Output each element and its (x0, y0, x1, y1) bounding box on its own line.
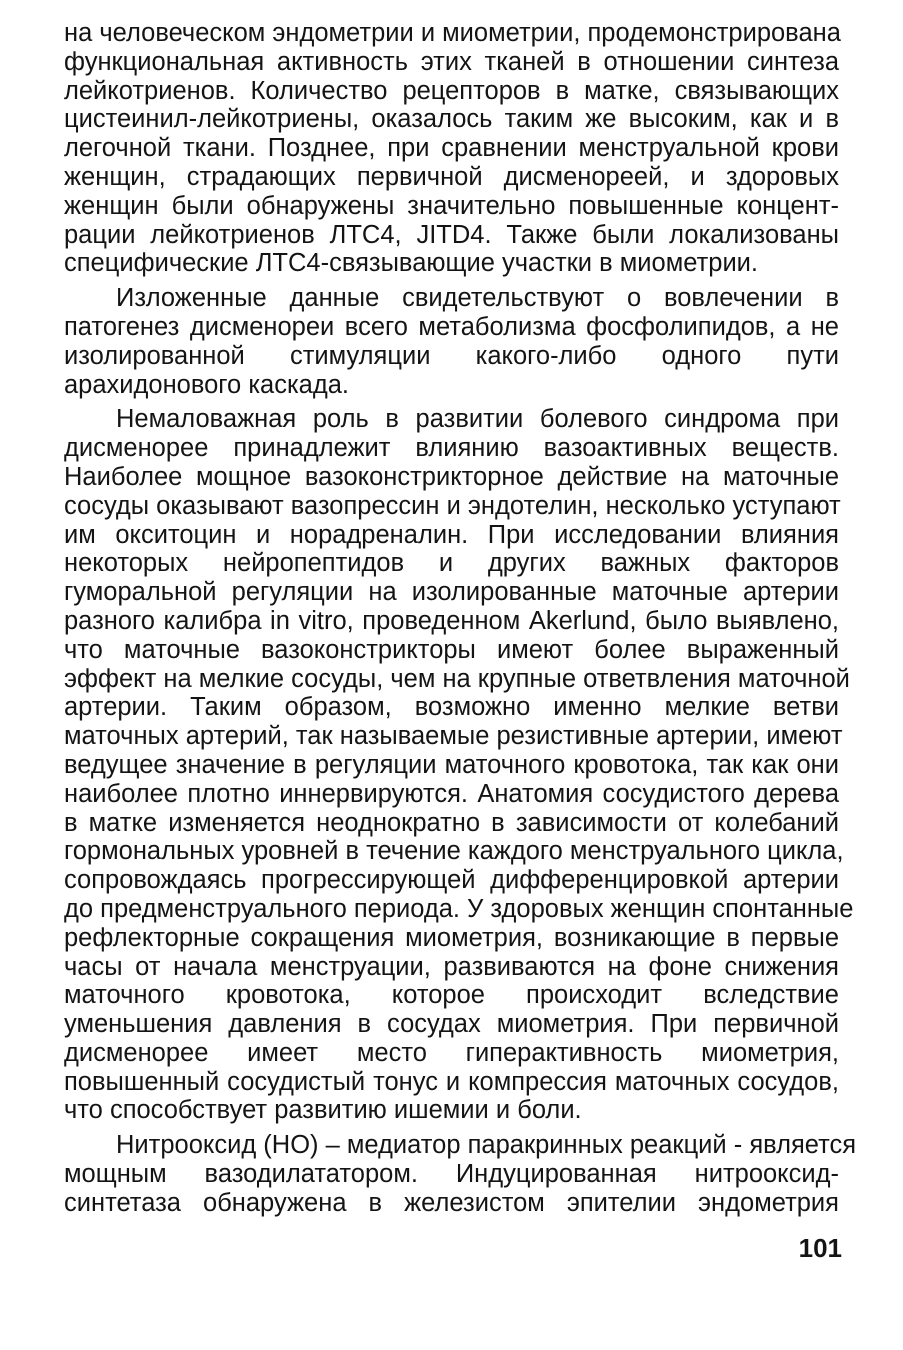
text-line: цистеинил-лейкотриены, оказалось таким же высоким, как и в (64, 105, 839, 134)
page-number: 101 (798, 1233, 842, 1263)
text-line: часы от начала менструации, развиваются на фоне снижения (64, 952, 839, 981)
text-line: мощным вазодилататором. Индуцированная нитрооксид- (64, 1160, 839, 1189)
text-line: наиболее плотно иннервируются. Анатомия сосудистого дерева (64, 779, 839, 808)
text-line: женщин были обнаружены значительно повышенные концент- (64, 191, 839, 220)
text-line: женщин, страдающих первичной дисменореей, и здоровых (64, 162, 839, 191)
paragraph-2 (64, 284, 839, 399)
text-line: маточного кровотока, которое происходит вследствие (64, 981, 839, 1010)
text-line: лейкотриенов. Количество рецепторов в матке, связывающих (64, 76, 839, 105)
text-line: некоторых нейропептидов и других важных факторов (64, 549, 839, 578)
text-line: синтетаза обнаружена в железистом эпителии эндометрия (64, 1188, 839, 1217)
text-line: на человеческом эндометрии и миометрии, продемонстрирована (64, 19, 841, 47)
text-line: гормональных уровней в течение каждого менструального цикла, (64, 837, 844, 866)
text-line: маточных артерий, так называемые резистивные артерии, имеют (64, 722, 843, 751)
text-line: разного калибра in vitro, проведенном Akerlund, было выявлено, (64, 606, 839, 635)
text-line: повышенный сосудистый тонус и компрессия маточных сосудов, (64, 1067, 839, 1096)
text-line: Нитрооксид (НО) – медиатор паракринных реакций - является (116, 1131, 857, 1160)
paragraph-4 (64, 1131, 857, 1217)
paragraph-3 (64, 405, 854, 1125)
body-text (64, 19, 857, 1218)
text-line: рефлекторные сокращения миометрия, возникающие в первые (64, 923, 839, 952)
text-line: эффект на мелкие сосуды, чем на крупные ответвления маточной (64, 664, 850, 693)
text-line: что маточные вазоконстрикторы имеют более выраженный (64, 635, 839, 664)
text-line: легочной ткани. Позднее, при сравнении менструальной крови (64, 134, 839, 163)
text-line: Изложенные данные свидетельствуют о вовлечении в (116, 284, 839, 313)
text-line: ведущее значение в регуляции маточного кровотока, так как они (64, 750, 839, 779)
text-line: специфические ЛТС4-связывающие участки в миометрии. (64, 249, 759, 278)
text-line: изолированной стимуляции какого-либо одного пути (64, 341, 839, 370)
text-line: дисменорее принадлежит влиянию вазоактивных веществ. (64, 434, 839, 463)
text-line: сопровождаясь прогрессирующей дифференцировкой артерии (64, 866, 839, 895)
text-line: сосуды оказывают вазопрессин и эндотелин, несколько уступают (64, 491, 841, 520)
text-line: им окситоцин и норадреналин. При исследовании влияния (64, 520, 839, 549)
text-line: гуморальной регуляции на изолированные маточные артерии (64, 578, 839, 607)
text-line: в матке изменяется неоднократно в зависимости от колебаний (64, 808, 839, 837)
text-line: уменьшения давления в сосудах миометрия. При первичной (64, 1010, 839, 1039)
text-line: арахидонового каскада. (64, 370, 350, 399)
text-line: дисменорее имеет место гиперактивность миометрия, (64, 1038, 839, 1067)
text-line: функциональная активность этих тканей в отношении синтеза (64, 47, 839, 76)
text-line: что способствует развитию ишемии и боли. (64, 1096, 582, 1125)
text-line: до предменструального периода. У здоровых женщин спонтанные (64, 894, 854, 923)
paragraph-1 (64, 19, 839, 278)
text-line: Немаловажная роль в развитии болевого синдрома при (116, 405, 839, 434)
text-line: артерии. Таким образом, возможно именно мелкие ветви (64, 693, 839, 722)
text-line: рации лейкотриенов ЛТС4, JITD4. Также были локализованы (64, 220, 839, 249)
text-line: Наиболее мощное вазоконстрикторное действие на маточные (64, 462, 839, 491)
text-line: патогенез дисменореи всего метаболизма фосфолипидов, а не (64, 312, 839, 341)
